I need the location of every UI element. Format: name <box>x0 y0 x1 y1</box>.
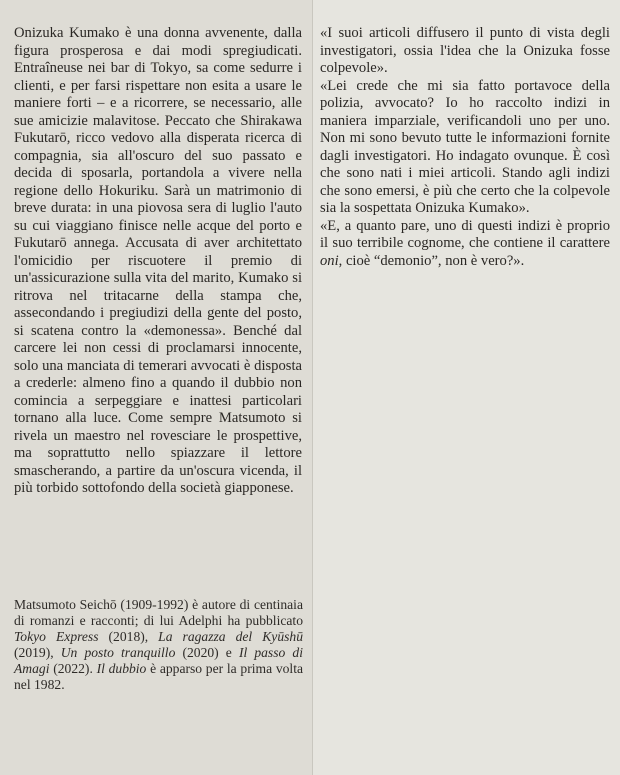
excerpt-paragraph: «Lei crede che mi sia fatto portavoce della polizia, avvocato? Io ho raccolto indizi in maniera imparziale, verificandoli uno per uno. Non mi sono bevuto tutte le informazioni fornite dagli investigatori. Ho indagato ovunque. È così che sono nati i miei articoli. Stando agli indizi che sono emersi, è più che certo che la colpevole sia la sospettata Onizuka Kumako». <box>320 77 610 216</box>
excerpt-paragraph: «I suoi articoli diffusero il punto di vista degli investigatori, ossia l'idea che la Onizuka fosse colpevole». <box>320 25 610 76</box>
bio-book-year: (2019), <box>14 645 61 660</box>
author-bio <box>14 597 303 693</box>
bio-book-title: La ragazza del Kyūshū <box>158 629 303 644</box>
bio-book-year: (2018), <box>98 629 159 644</box>
bio-ending: è apparso per la prima volta nel 1982. <box>14 661 303 692</box>
bio-book-title: Il passo di Amagi <box>14 645 303 676</box>
excerpt-text: «E, a quanto pare, uno di questi indizi è proprio il suo terribile cognome, che contiene il carattere <box>320 217 610 251</box>
synopsis-column <box>14 25 302 498</box>
synopsis-text: Onizuka Kumako è una donna avvenente, dalla figura prosperosa e dai modi spregiudicati. Entraîneuse nei bar di Tokyo, sa come sedurre i clienti, e per farsi rispettare non esita a usare le maniere forti – e a ricorrere, se necessario, alle sue amicizie malavitose. Peccato che Shirakawa Fukutarō, ricco vedovo alla disperata ricerca di compagnia, sia all'oscuro del suo passato e decida di sposarla, portandola a vivere nella regione dello Hokuriku. Sarà un matrimonio di breve durata: in una piovosa sera di luglio l'auto su cui viaggiano finisce nelle acque del porto e Fukutarō annega. Accusata di aver architettato l'omicidio per riscuotere il premio di un'assicurazione sulla vita del marito, Kumako si ritrova nel tritacarne della stampa che, assecondando i pregiudizi della gente del posto, si scatena contro la «demonessa». Benché dal carcere lei non cessi di proclamarsi innocente, solo una manciata di temerari avvocati è disposta a crederle: almeno fino a quando il dubbio non comincia a serpeggiare e inattesi particolari tornano alla luce. Come sempre Matsumoto si rivela un maestro nel rovesciare le prospettive, ma soprattutto nello spiazzare il lettore smascherando, a partire da un'oscura vicenda, il più torbido sottofondo della società giapponese. <box>14 25 302 496</box>
author-bio-text <box>14 597 303 693</box>
bio-book-year: (2022). <box>49 661 97 676</box>
excerpt-text: , cioè “demonio”, non è vero?». <box>338 252 525 269</box>
excerpt-paragraph <box>320 218 610 271</box>
bio-intro: Matsumoto Seichō (1909-1992) è autore di centinaia di romanzi e racconti; di lui Adelphi ha pubblicato <box>14 597 303 628</box>
bio-book-title: Tokyo Express <box>14 629 99 644</box>
excerpt-column <box>320 25 610 270</box>
bio-book-title: Il dubbio <box>96 661 147 676</box>
excerpt-italic: oni <box>320 252 339 269</box>
bio-book-year: (2020) e <box>175 645 239 660</box>
bio-book-title: Un posto tranquillo <box>60 645 176 660</box>
